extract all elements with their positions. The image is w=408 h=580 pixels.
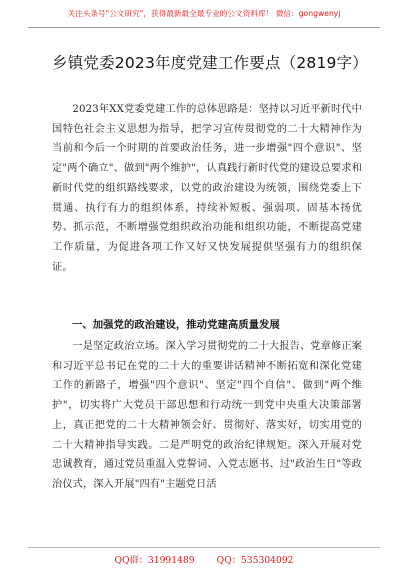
paragraph-section-1: 一是坚定政治立场。深入学习贯彻党的二十大报告、党章修正案和习近平总书记在党的二十大的重要讲话精神不断拓宽和深化党建工作的新路子，增强"四个意识"、坚定"四个自信"、做到"两个维护"，切实将广大党员干部思想和行动统一到党中央重大决策部署上，真正把党的二十大精神领会好、贯彻好、落实好，切实用党的二十大精神指导实践。二是严明党的政治纪律规矩。深入开展对党忠诚教育，通过党员重温入党誓词、入党志愿书、过"政治生日"等政治仪式，深入开展"四有"主题党日活 <box>52 341 362 490</box>
paragraph-overview: 2023年XX党委党建工作的总体思路是：坚持以习近平新时代中国特色社会主义思想为指导，把学习宣传贯彻党的二十大精神作为当前和今后一个时期的首要政治任务，进一步增强"四个意识"、坚定"两个确立"、做到"两个维护"，认真践行新时代党的建设总要求和新时代党的组织路线要求，以党的政治建设为统领，围绕党委上下贯通、执行有力的组织体系，持续补短板、强弱项、固基本扬优势、抓示范，不断增强党组织政治功能和组织功能，不断提高党建工作质量，为促进各项工作又好又快发展提供坚强有力的组织保证。 <box>52 104 362 273</box>
header-divider <box>28 27 380 28</box>
document-title: 乡镇党委2023年度党建工作要点（2819字） <box>52 54 368 72</box>
footer-qq-group: QQ群：31991489 <box>114 555 195 566</box>
header-banner: 关注头条号"公文研究"，获得最新最全最专业的公文资料库！ 微信：gongwenyj <box>67 9 341 18</box>
footer-divider <box>28 547 380 548</box>
footer-qq: QQ：535304092 <box>216 555 294 566</box>
section-heading-1: 一、加强党的政治建设，推动党建高质量发展 <box>72 319 280 331</box>
footer-contact <box>0 552 408 566</box>
